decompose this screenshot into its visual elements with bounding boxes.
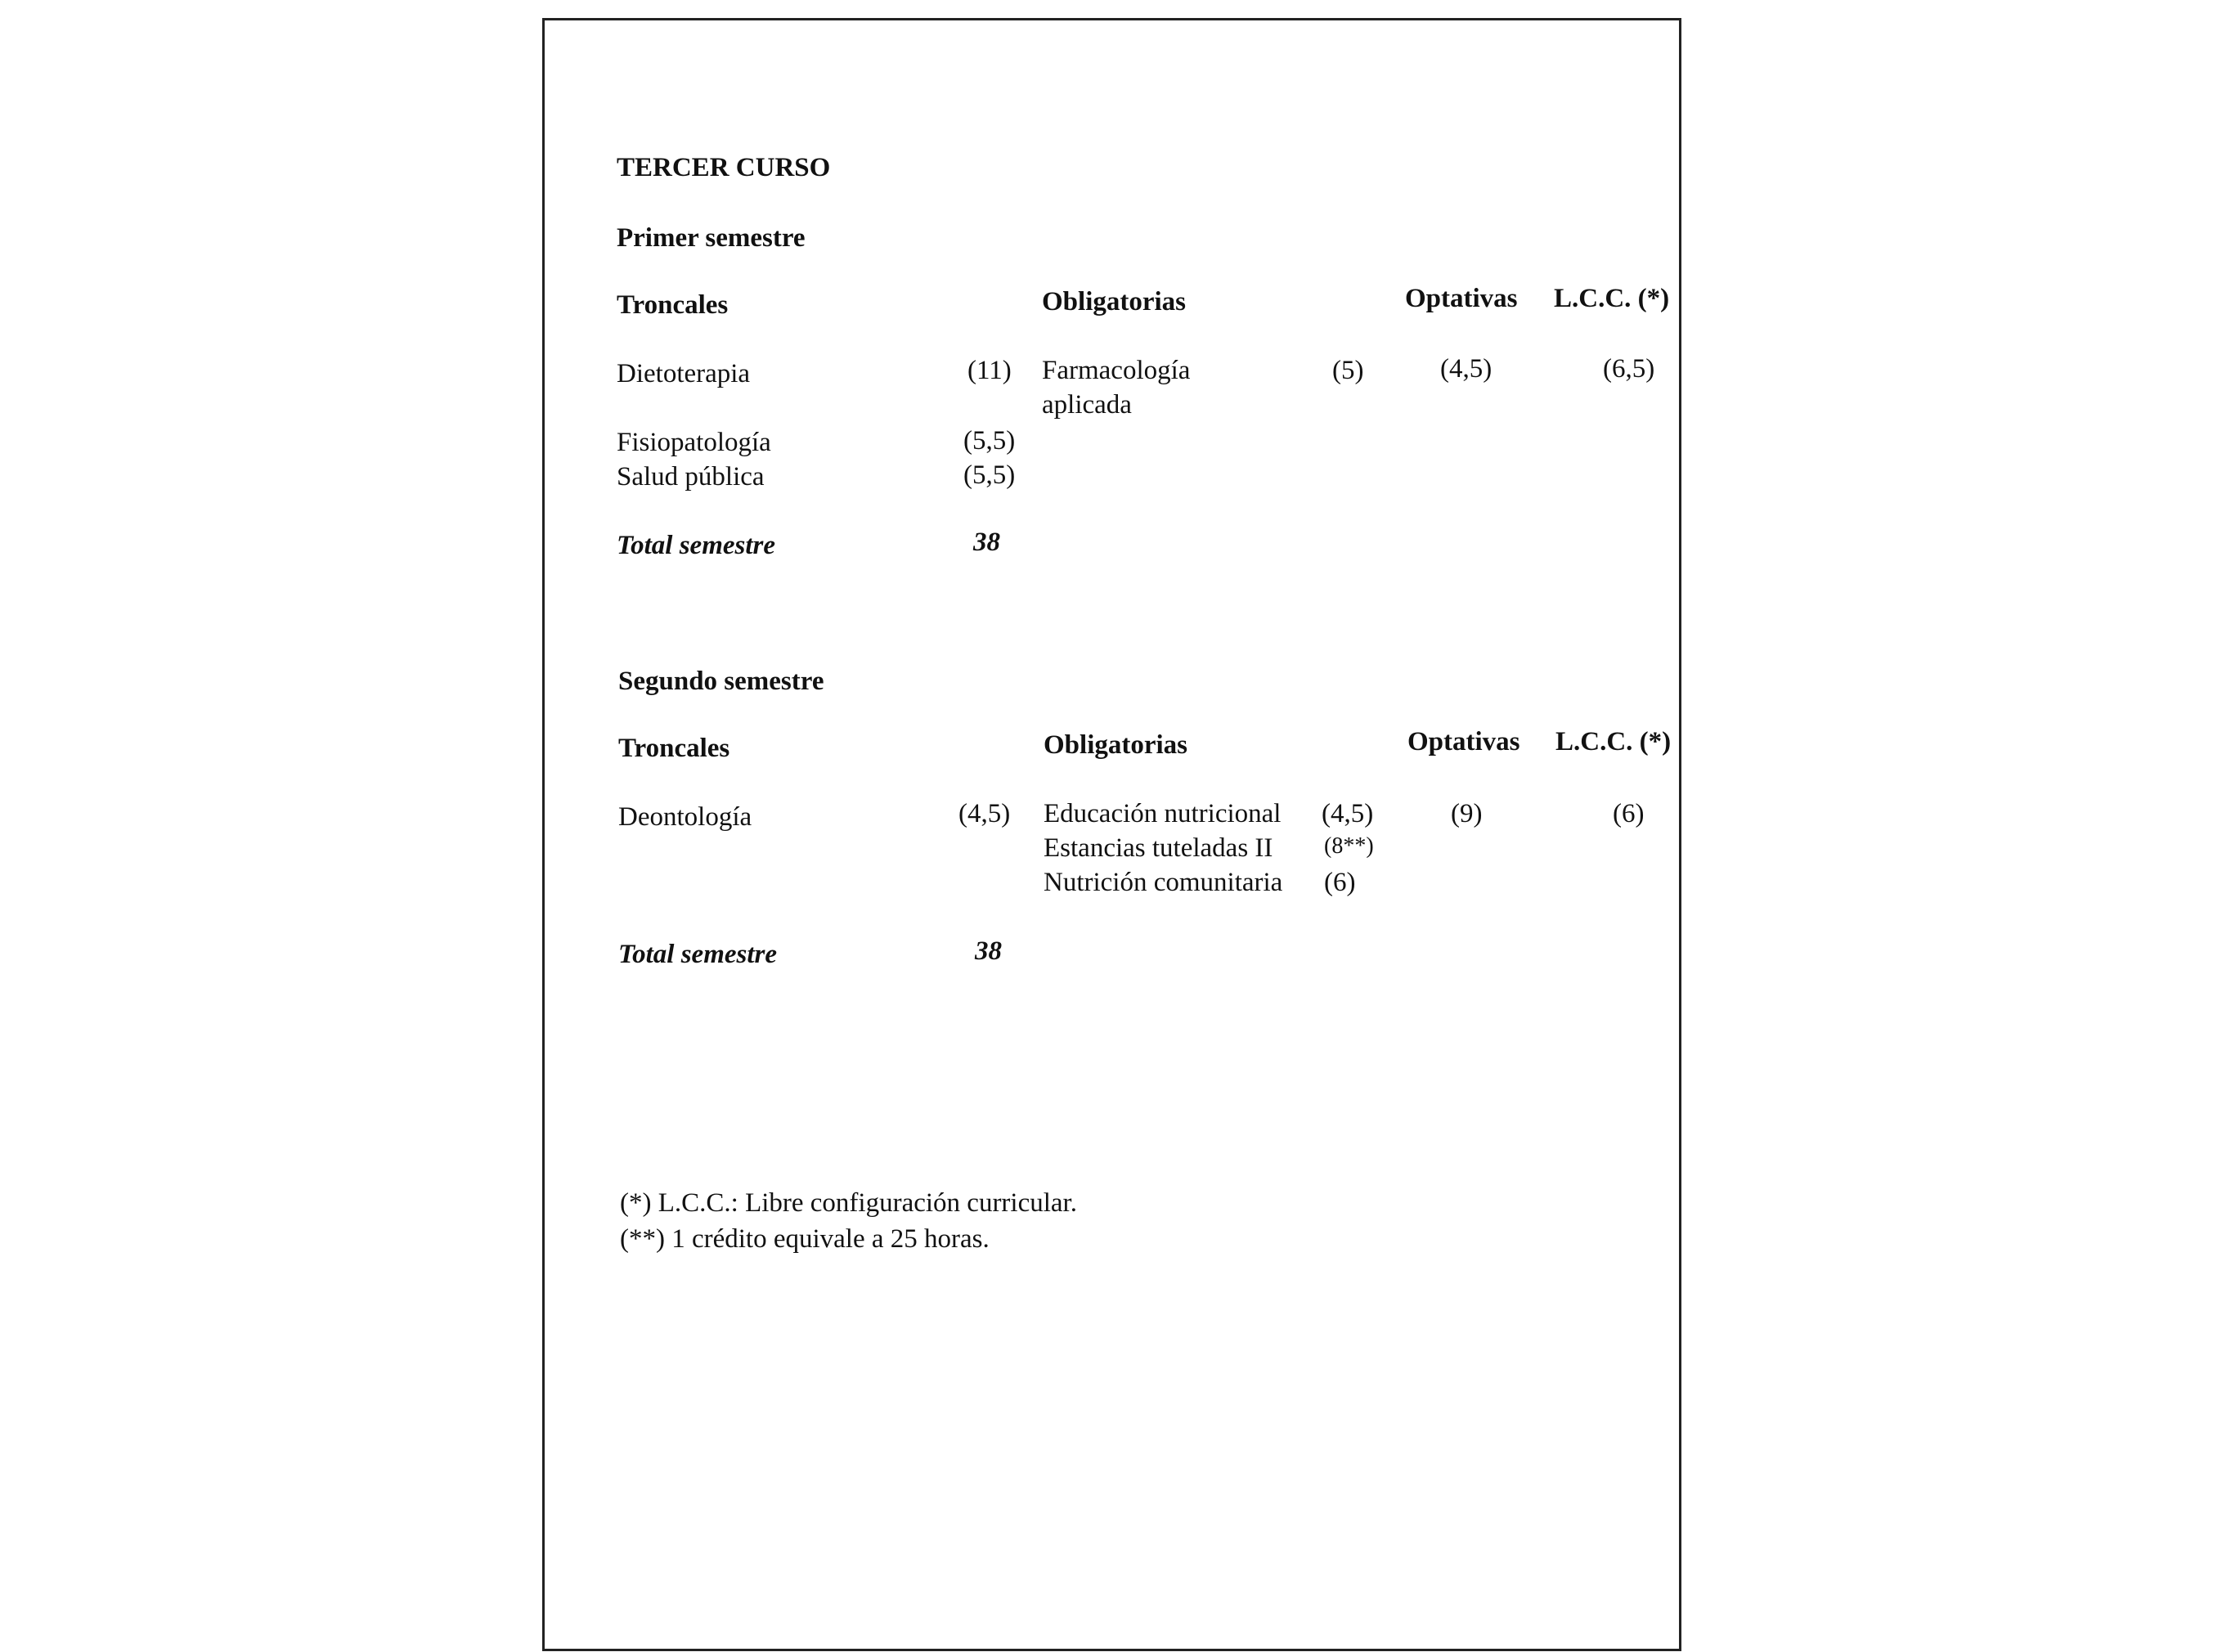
semester-2-obligatoria-credits: (8**) (1324, 833, 1374, 859)
semester-1-col-troncales: Troncales (617, 290, 729, 320)
semester-2-troncal-name: Deontología (618, 802, 752, 832)
semester-2-optativas-value: (9) (1451, 799, 1483, 828)
document-title: TERCER CURSO (617, 153, 831, 182)
semester-1-troncal-credits: (11) (967, 356, 1012, 385)
footnote: (*) L.C.C.: Libre configuración curricular. (620, 1188, 1077, 1218)
semester-1-lcc-value: (6,5) (1603, 354, 1655, 384)
semester-2-obligatoria-credits: (6) (1324, 868, 1356, 897)
semester-2-troncal-credits: (4,5) (958, 799, 1011, 828)
semester-2-obligatoria-credits: (4,5) (1322, 799, 1374, 828)
semester-1-total-value: 38 (973, 527, 1000, 557)
document-page (542, 18, 1681, 1651)
semester-1-optativas-value: (4,5) (1440, 354, 1493, 384)
semester-2-col-troncales: Troncales (618, 734, 730, 763)
semester-1-troncal-name: Salud pública (617, 462, 765, 492)
semester-1-troncal-name: Fisiopatología (617, 428, 771, 457)
semester-2-lcc-value: (6) (1613, 799, 1645, 828)
semester-1-troncal-credits: (5,5) (963, 426, 1016, 456)
semester-2-col-obligatorias: Obligatorias (1044, 730, 1188, 760)
semester-2-obligatoria-name: Estancias tuteladas II (1044, 833, 1273, 863)
semester-1-col-lcc: L.C.C. (*) (1554, 284, 1670, 313)
semester-1-total-label: Total semestre (617, 531, 776, 560)
semester-1-troncal-name: Dietoterapia (617, 359, 751, 388)
semester-2-col-optativas: Optativas (1407, 727, 1520, 756)
semester-1-col-obligatorias: Obligatorias (1042, 287, 1187, 316)
semester-2-heading: Segundo semestre (618, 667, 824, 696)
semester-1-obligatoria-name-cont: aplicada (1042, 390, 1132, 420)
semester-2-obligatoria-name: Nutrición comunitaria (1044, 868, 1283, 897)
semester-1-obligatoria-credits: (5) (1332, 356, 1364, 385)
semester-2-col-lcc: L.C.C. (*) (1555, 727, 1672, 756)
semester-2-obligatoria-name: Educación nutricional (1044, 799, 1282, 828)
semester-1-col-optativas: Optativas (1405, 284, 1518, 313)
semester-1-troncal-credits: (5,5) (963, 460, 1016, 490)
semester-2-total-value: 38 (975, 936, 1002, 966)
semester-2-total-label: Total semestre (618, 940, 778, 969)
footnote: (**) 1 crédito equivale a 25 horas. (620, 1224, 990, 1254)
semester-1-obligatoria-name: Farmacología (1042, 356, 1191, 385)
semester-1-heading: Primer semestre (617, 223, 806, 253)
